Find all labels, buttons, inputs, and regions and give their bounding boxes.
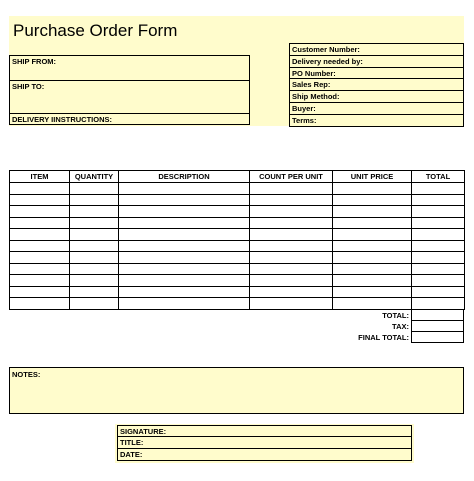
table-cell[interactable]	[249, 297, 333, 310]
column-header: COUNT PER UNIT	[249, 170, 333, 183]
table-row	[9, 297, 465, 310]
table-cell[interactable]	[9, 297, 70, 310]
ship-to-field[interactable]	[9, 80, 250, 114]
delivery-instructions-label: DELIVERY IINSTRUCTIONS:	[12, 115, 113, 124]
table-cell[interactable]	[118, 297, 250, 310]
column-header: QUANTITY	[69, 170, 119, 183]
final-total-field[interactable]	[411, 331, 464, 343]
column-header: UNIT PRICE	[332, 170, 412, 183]
column-header: TOTAL	[411, 170, 465, 183]
notes-field[interactable]	[9, 367, 464, 414]
items-table	[9, 170, 464, 309]
table-cell[interactable]	[332, 297, 412, 310]
info-field-label: Terms:	[292, 115, 317, 125]
info-field-label: Buyer:	[292, 104, 316, 113]
date-field[interactable]	[117, 448, 412, 461]
signoff-title-label: TITLE:	[120, 438, 144, 447]
ship-to-label: SHIP TO:	[12, 82, 45, 91]
date-label: DATE:	[120, 450, 143, 459]
info-field-label: Delivery needed by:	[292, 56, 363, 66]
final-total-label: FINAL TOTAL:	[358, 333, 409, 342]
column-header: DESCRIPTION	[118, 170, 250, 183]
order-info-panel	[289, 43, 464, 126]
info-field[interactable]	[289, 114, 464, 127]
delivery-instructions-field[interactable]	[9, 113, 250, 125]
ship-from-field[interactable]	[9, 55, 250, 81]
table-cell[interactable]	[411, 297, 465, 310]
tax-label: TAX:	[392, 322, 409, 331]
total-label: TOTAL:	[382, 311, 409, 320]
ship-from-label: SHIP FROM:	[12, 57, 57, 66]
signature-label: SIGNATURE:	[120, 427, 167, 436]
info-field-label: Sales Rep:	[292, 80, 331, 90]
notes-label: NOTES:	[12, 370, 41, 379]
info-field-label: Ship Method:	[292, 92, 340, 102]
page-title: Purchase Order Form	[13, 21, 178, 40]
column-header: ITEM	[9, 170, 70, 183]
table-cell[interactable]	[69, 297, 119, 310]
info-field-label: Customer Number:	[292, 45, 360, 54]
info-field-label: PO Number:	[292, 68, 336, 78]
